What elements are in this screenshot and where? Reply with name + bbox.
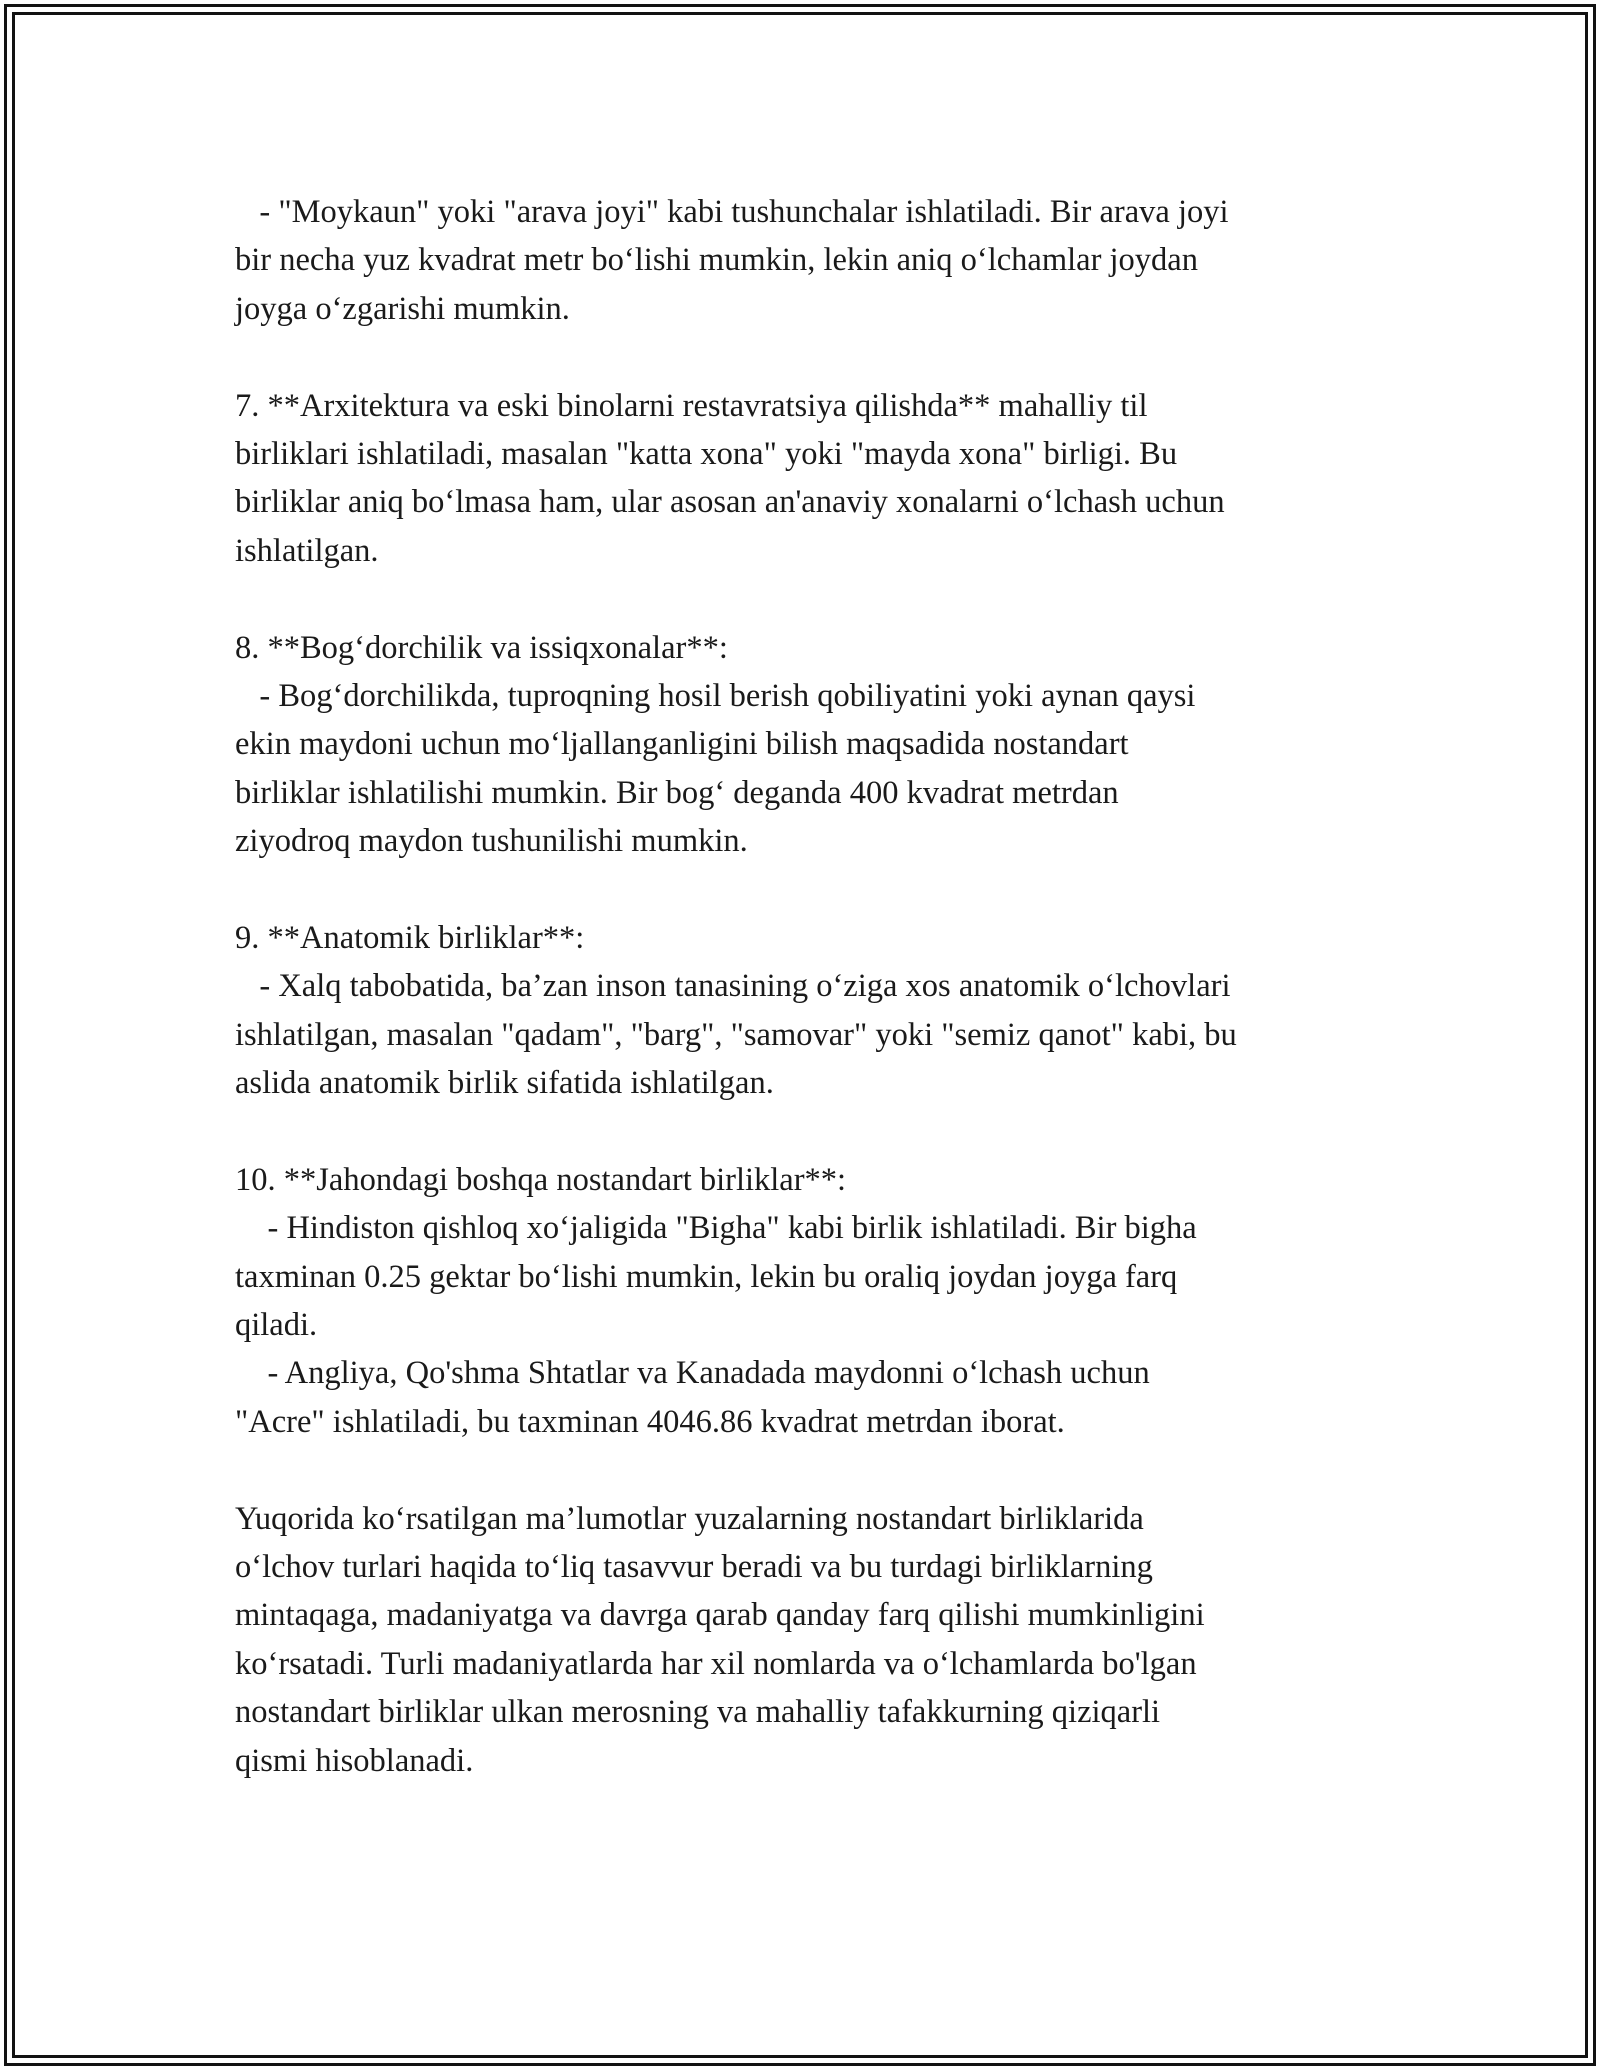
text-line: o‘lchov turlari haqida to‘liq tasavvur beradi va bu turdagi birliklarning xyxy=(235,1548,1153,1585)
paragraph-9-anatomical xyxy=(235,914,1390,1108)
paragraph-10-world-units xyxy=(235,1156,1390,1446)
text-line: bir necha yuz kvadrat metr bo‘lishi mumkin, lekin aniq o‘lchamlar joydan xyxy=(235,242,1198,279)
text-line: ishlatilgan, masalan "qadam", "barg", "samovar" yoki "semiz qanot" kabi, bu xyxy=(235,1016,1237,1053)
paragraph-gap xyxy=(235,333,1390,381)
text-line: 7. **Arxitektura va eski binolarni restavratsiya qilishda** mahalliy til xyxy=(235,387,1148,424)
text-line: - Hindiston qishloq xo‘jaligida "Bigha" kabi birlik ishlatiladi. Bir bigha xyxy=(235,1210,1197,1247)
paragraph-gap xyxy=(235,575,1390,623)
text-line: mintaqaga, madaniyatga va davrga qarab qanday farq qilishi mumkinligini xyxy=(235,1597,1205,1634)
text-line: nostandart birliklar ulkan merosning va mahalliy tafakkurning qiziqarli xyxy=(235,1694,1161,1731)
text-line: - "Moykaun" yoki "arava joyi" kabi tushunchalar ishlatiladi. Bir arava joyi xyxy=(235,194,1229,230)
text-line: - Bog‘dorchilikda, tuproqning hosil berish qobiliyatini yoki aynan qaysi xyxy=(235,677,1196,714)
text-line: ko‘rsatadi. Turli madaniyatlarda har xil nomlarda va o‘lchamlarda bo'lgan xyxy=(235,1645,1197,1682)
text-line: taxminan 0.25 gektar bo‘lishi mumkin, lekin bu oraliq joydan joyga farq xyxy=(235,1258,1178,1295)
text-line: ishlatilgan. xyxy=(235,532,379,569)
paragraph-gap xyxy=(235,1446,1390,1494)
text-line: 10. **Jahondagi boshqa nostandart birliklar**: xyxy=(235,1161,847,1198)
text-line: aslida anatomik birlik sifatida ishlatilgan. xyxy=(235,1065,774,1102)
text-line: ziyodroq maydon tushunilishi mumkin. xyxy=(235,823,748,860)
text-line: qismi hisoblanadi. xyxy=(235,1742,474,1779)
paragraph-conclusion xyxy=(235,1495,1390,1785)
text-line: birliklari ishlatiladi, masalan "katta xona" yoki "mayda xona" birligi. Bu xyxy=(235,435,1178,472)
text-line: 9. **Anatomik birliklar**: xyxy=(235,919,585,956)
text-line: ekin maydoni uchun mo‘ljallanganligini bilish maqsadida nostandart xyxy=(235,726,1129,763)
text-line: Yuqorida ko‘rsatilgan ma’lumotlar yuzalarning nostandart birliklarida xyxy=(235,1500,1144,1537)
text-line: - Xalq tabobatida, ba’zan inson tanasining o‘ziga xos anatomik o‘lchovlari xyxy=(235,968,1231,1005)
paragraph-gap xyxy=(235,1107,1390,1155)
paragraph-gap xyxy=(235,865,1390,913)
text-line: birliklar ishlatilishi mumkin. Bir bog‘ deganda 400 kvadrat metrdan xyxy=(235,774,1119,811)
text-line: 8. **Bog‘dorchilik va issiqxonalar**: xyxy=(235,629,728,666)
text-line: joyga o‘zgarishi mumkin. xyxy=(235,290,570,327)
paragraph-8-gardening xyxy=(235,624,1390,866)
text-line: birliklar aniq bo‘lmasa ham, ular asosan an'anaviy xonalarni o‘lchash uchun xyxy=(235,484,1225,521)
paragraph-7-architecture xyxy=(235,382,1390,576)
document-body xyxy=(235,188,1390,1785)
text-line: "Acre" ishlatiladi, bu taxminan 4046.86 kvadrat metrdan iborat. xyxy=(235,1403,1065,1440)
text-line: qiladi. xyxy=(235,1306,318,1343)
paragraph-6-continuation xyxy=(235,188,1390,333)
text-line: - Angliya, Qo'shma Shtatlar va Kanadada maydonni o‘lchash uchun xyxy=(235,1355,1150,1392)
